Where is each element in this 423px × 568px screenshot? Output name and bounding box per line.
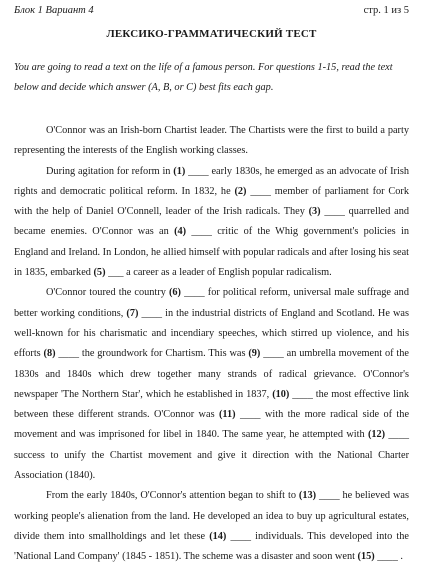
- text-segment: During agitation for reform in: [46, 165, 174, 177]
- gap-number: (8): [43, 348, 56, 360]
- text-paragraph: [14, 162, 409, 284]
- text-segment: ____ quarrelled and became enemies. O'Connor was an: [14, 206, 409, 238]
- text-paragraph: [14, 121, 409, 162]
- text-segment: ____ an umbrella movement of the 1830s and 1840s which drew together many strands of radical grievance. O'Connor's newspaper 'The Northern Star', which he established in 1837,: [14, 348, 409, 400]
- text-segment: ____ individuals. This developed into the 'National Land Company' (1845 - 1851). The scheme was a disaster and soon went: [14, 530, 409, 563]
- page-header: [14, 4, 409, 17]
- gap-number: (5): [93, 267, 106, 279]
- text-segment: ____ member of parliament for Cork with the help of Daniel O'Connell, leader of the Irish radicals. They: [14, 185, 410, 218]
- text-segment: ___ a career as a leader of English popular radicalism.: [105, 267, 332, 279]
- gap-number: (2): [234, 185, 247, 197]
- text-paragraph: [14, 283, 409, 486]
- instructions: You are going to read a text on the life of a famous person. For questions 1-15, read the text below and decide which answer (A, B, or C) best fits each gap.: [14, 62, 393, 93]
- text-segment: ____ early 1830s, he emerged as an advocate of Irish rights and democratic political reform. In 1832, he: [14, 165, 409, 197]
- gap-number: (14): [209, 530, 227, 542]
- text-segment: ____ the most effective link between these different strands. O'Connor was: [14, 388, 409, 421]
- gap-number: (6): [168, 287, 181, 299]
- gap-number: (11): [218, 409, 236, 421]
- gap-number: (13): [298, 490, 317, 502]
- test-title: ЛЕКСИКО-ГРАММАТИЧЕСКИЙ ТЕСТ: [106, 28, 317, 40]
- text-segment: O'Connor was an Irish-born Chartist leader. The Chartists were the first to build a party representing the interests of the English working classes.: [14, 125, 409, 157]
- gap-number: (4): [174, 226, 187, 238]
- gap-number: (10): [272, 388, 290, 400]
- gap-number: (12): [367, 429, 386, 441]
- text-paragraph: [14, 486, 409, 567]
- gap-number: (7): [126, 307, 139, 319]
- gap-number: (1): [173, 165, 186, 177]
- gap-number: (15): [357, 551, 375, 563]
- text-segment: ____ .: [374, 551, 404, 563]
- gap-number: (9): [248, 348, 261, 360]
- text-segment: ____ critic of the Whig government's policies in England and Ireland. In London, he allied himself with popular radicals and after losing his seat in 1835, embarked: [14, 226, 409, 279]
- reading-text: [14, 121, 409, 568]
- page-number: стр. 1 из 5: [363, 5, 409, 16]
- text-segment: O'Connor toured the country: [46, 287, 169, 299]
- text-segment: ____ for political reform, universal male suffrage and better working conditions,: [14, 287, 409, 319]
- text-segment: ____ in the industrial districts of England and Scotland. He was well-known for his charismatic and incendiary speeches, which stirred up violence, and his efforts: [14, 307, 409, 360]
- block-variant-label: Блок 1 Вариант 4: [14, 5, 94, 16]
- text-segment: ____ he believed was working people's alienation from the land. He developed an idea to buy up agricultural estates, divide them into smallholdings and let these: [14, 490, 409, 542]
- text-segment: ____ success to unify the Chartist movement and give it direction with the National Charter Association (1840).: [14, 429, 409, 482]
- gap-number: (3): [308, 206, 321, 218]
- text-segment: From the early 1840s, O'Connor's attention began to shift to: [46, 490, 299, 502]
- text-segment: ____ with the more radical side of the movement and was imprisoned for libel in 1840. The same year, he attempted with: [14, 409, 410, 441]
- text-segment: ____ the groundwork for Chartism. This was: [55, 348, 249, 360]
